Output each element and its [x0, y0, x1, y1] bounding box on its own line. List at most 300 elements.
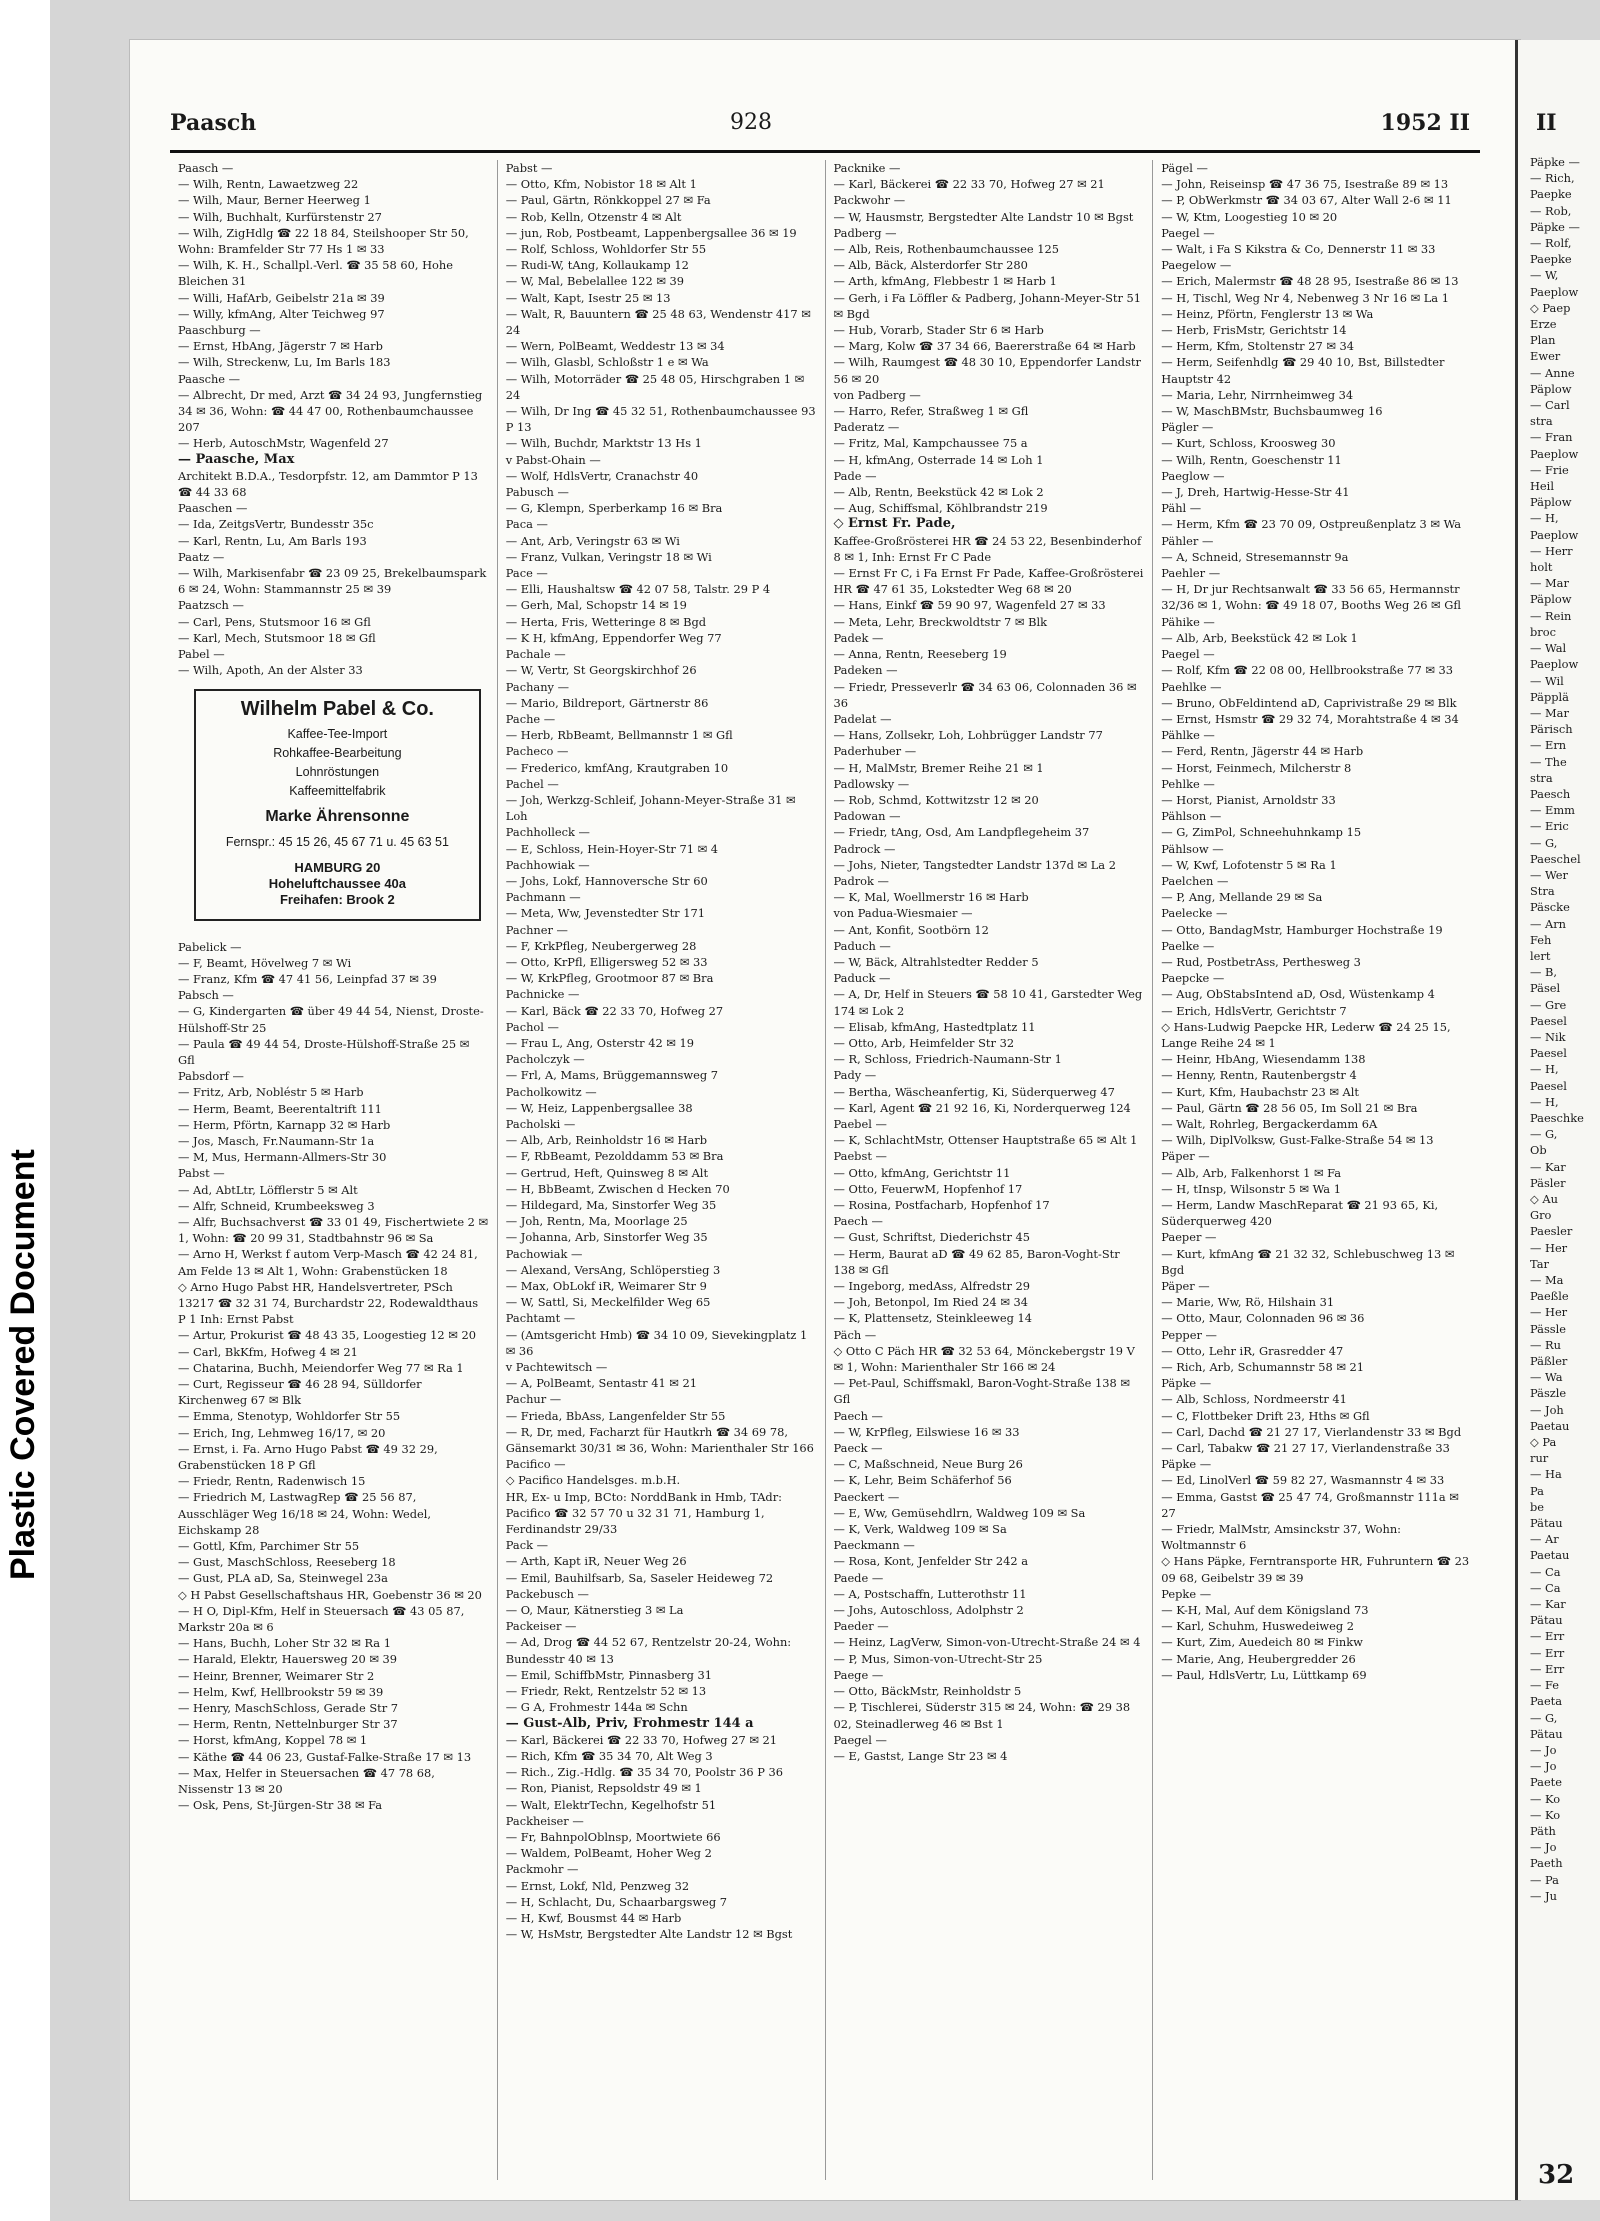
directory-entry: — K H, kfmAng, Eppendorfer Weg 77 — [505, 630, 722, 645]
directory-entry: Paatz — — [178, 549, 225, 564]
directory-entry: Pabusch — — [505, 485, 569, 500]
directory-entry: — K, Verk, Waldweg 109 ✉ Sa — [833, 1522, 1007, 1537]
directory-entry: — W, KrPfleg, Eilswiese 16 ✉ 33 — [833, 1424, 1020, 1439]
directory-entry: Paderatz — — [833, 420, 900, 435]
directory-entry: Padlowsky — — [833, 776, 910, 791]
document-label-strip — [0, 0, 50, 2221]
adjacent-page-line: — H, — [1530, 1062, 1559, 1077]
directory-entry: Paegelow — — [1161, 258, 1232, 273]
directory-entry: Paasche — — [178, 371, 241, 386]
directory-entry: — H, MalMstr, Bremer Reihe 21 ✉ 1 — [833, 760, 1044, 775]
adjacent-page-line: Pässle — [1530, 1321, 1567, 1336]
directory-entry: — Franz, Vulkan, Veringstr 18 ✉ Wi — [505, 549, 712, 564]
adjacent-page-line: be — [1530, 1499, 1545, 1514]
directory-entry: — Alfr, Schneid, Krumbeeksweg 3 — [178, 1198, 375, 1213]
directory-entry: Pachnicke — — [505, 987, 580, 1002]
directory-entry: Paasch — — [178, 161, 234, 175]
adjacent-page-line: — Fran — [1530, 430, 1573, 445]
directory-entry: Pachale — — [505, 647, 566, 662]
ad-brand: Marke Ährensonne — [265, 807, 410, 825]
directory-entry: — Hildegard, Ma, Sinstorfer Weg 35 — [505, 1198, 717, 1212]
directory-entry: Pepke — — [1161, 1586, 1212, 1601]
adjacent-page-line: Päth — [1530, 1823, 1556, 1838]
directory-entry: Paeck — — [833, 1441, 883, 1456]
directory-entry: — Gust-Alb, Priv, Frohmestr 144 a — [505, 1715, 754, 1731]
adjacent-page-line: — G, — [1530, 835, 1558, 850]
adjacent-page-line: Heil — [1530, 479, 1554, 494]
directory-entry: Pehlke — — [1161, 776, 1215, 791]
adjacent-page-line: — Ru — [1530, 1337, 1561, 1352]
directory-entry: — Herm, Kfm ☎ 23 70 09, Ostpreußenplatz 3 ✉ Wa — [1161, 517, 1462, 532]
adjacent-page-line: — Err — [1530, 1629, 1565, 1644]
directory-entry: — Ernst, Lokf, Nld, Penzweg 32 — [505, 1878, 690, 1893]
adjacent-page-line: Päscke — [1530, 900, 1570, 915]
directory-entry: — Arno H, Werkst f autom Verp-Masch ☎ 42 24 81, Am Felde 13 ✉ Alt 1, Wohn: Grabenstücken 18 — [178, 1247, 478, 1278]
directory-entry: — Karl, Bäck ☎ 22 33 70, Hofweg 27 — [505, 1003, 724, 1018]
adjacent-page-line: — Fe — [1530, 1678, 1560, 1693]
adjacent-page-line: — Ju — [1530, 1888, 1557, 1903]
directory-entry: — Hans, Zollsekr, Loh, Lohbrügger Landstr 77 — [833, 728, 1103, 743]
directory-entry: Pepper — — [1161, 1327, 1217, 1342]
adjacent-page-line: Paeplow — [1530, 527, 1579, 542]
adjacent-page-line: — Anne — [1530, 365, 1575, 380]
ad-address: Hoheluftchaussee 40a — [268, 876, 407, 892]
directory-entry: — Hans, Einkf ☎ 59 90 97, Wagenfeld 27 ✉ 33 — [833, 598, 1106, 613]
directory-entry: v Pachtewitsch — — [505, 1360, 608, 1375]
directory-entry: — J, Dreh, Hartwig-Hesse-Str 41 — [1161, 485, 1350, 500]
directory-entry: — Alb, Reis, Rothenbaumchaussee 125 — [833, 242, 1059, 257]
adjacent-page-header: II — [1536, 110, 1557, 136]
adjacent-page-line: Pätau — [1530, 1613, 1563, 1628]
directory-entry: — W, Ktm, Loogestieg 10 ✉ 20 — [1161, 209, 1338, 224]
directory-entry: — Herb, RbBeamt, Bellmannstr 1 ✉ Gfl — [505, 728, 733, 743]
directory-entry: Paaschen — — [178, 501, 248, 516]
directory-entry: Padrock — — [833, 841, 896, 856]
adjacent-page-line: Paeplow — [1530, 446, 1579, 461]
directory-entry: — K, SchlachtMstr, Ottenser Hauptstraße 65 ✉ Alt 1 — [833, 1133, 1138, 1148]
directory-entry: — (Amtsgericht Hmb) ☎ 34 10 09, Sievekingplatz 1 ✉ 36 — [505, 1327, 808, 1358]
directory-entry: Pähl — — [1161, 501, 1202, 516]
directory-entry: Paatzsch — — [178, 598, 244, 613]
directory-entry: — Friedr, Presseverlr ☎ 34 63 06, Colonnaden 36 ✉ 36 — [833, 679, 1137, 710]
adjacent-page-line: lert — [1530, 948, 1551, 963]
adjacent-page-line: Paetau — [1530, 1548, 1570, 1563]
directory-entry: — K-H, Mal, Auf dem Königsland 73 — [1161, 1603, 1369, 1618]
directory-entry: Pachany — — [505, 679, 569, 694]
directory-entry: — Wilh, ZigHdlg ☎ 22 18 84, Steilshooper Str 50, Wohn: Bramfelder Str 77 Hs 1 ✉ 33 — [178, 225, 469, 257]
directory-entry: Paech — — [833, 1214, 883, 1229]
directory-entry: — Wolf, HdlsVertr, Cranachstr 40 — [505, 468, 699, 483]
adjacent-page-line: — Rolf, — [1530, 236, 1572, 251]
adjacent-page-line: Paesel — [1530, 1013, 1567, 1028]
directory-entry: Päch — — [833, 1327, 877, 1342]
directory-entry: Pachner — — [505, 922, 568, 937]
adjacent-page-line: — Herr — [1530, 543, 1573, 558]
directory-entry: — W, Kwf, Lofotenstr 5 ✉ Ra 1 — [1161, 857, 1337, 872]
directory-entry: — Gerh, i Fa Löffler & Padberg, Johann-Meyer-Str 51 ✉ Bgd — [833, 290, 1142, 321]
directory-entry: Paelecke — — [1161, 906, 1228, 921]
directory-entry: — H, tInsp, Wilsonstr 5 ✉ Wa 1 — [1161, 1181, 1341, 1196]
directory-entry: Pägler — — [1161, 420, 1214, 435]
directory-entry: — W, Hausmstr, Bergstedter Alte Landstr 10 ✉ Bgst — [833, 209, 1134, 224]
adjacent-page-line: Paeschke — [1530, 1110, 1584, 1125]
directory-entry: — Walt, Rohrleg, Bergackerdamm 6A — [1161, 1116, 1378, 1131]
adjacent-page-line: — Ern — [1530, 738, 1567, 753]
directory-entry: — Gottl, Kfm, Parchimer Str 55 — [178, 1539, 360, 1554]
adjacent-page-line: — H, — [1530, 1094, 1559, 1109]
directory-entry: — Wilh, Buchhalt, Kurfürstenstr 27 — [178, 209, 382, 224]
directory-entry: Paege — — [833, 1667, 884, 1682]
adjacent-page-line: — Wer — [1530, 867, 1568, 882]
adjacent-page-line: Erze — [1530, 317, 1557, 332]
directory-entry: — Jos, Masch, Fr.Naumann-Str 1a — [178, 1133, 375, 1148]
directory-entry: — Paula ☎ 49 44 54, Droste-Hülshoff-Straße 25 ✉ Gfl — [178, 1036, 470, 1067]
directory-entry: von Padberg — — [833, 387, 921, 402]
directory-entry: Paeglow — — [1161, 468, 1225, 483]
directory-entry: Paegel — — [833, 1732, 887, 1747]
directory-entry: Paeder — — [833, 1619, 889, 1634]
directory-entry: Pacholkowitz — — [505, 1084, 597, 1099]
header-page-number: 928 — [730, 110, 772, 135]
directory-entry: — Wilh, Motorräder ☎ 25 48 05, Hirschgraben 1 ✉ 24 — [505, 371, 805, 402]
directory-entry: — Willy, kfmAng, Alter Teichweg 97 — [178, 306, 385, 321]
directory-entry: — G, Kindergarten ☎ über 49 44 54, Nienst, Droste-Hülshoff-Str 25 — [178, 1004, 484, 1035]
directory-entry: — Walt, Kapt, Isestr 25 ✉ 13 — [505, 290, 671, 305]
directory-entry: v Pabst-Ohain — — [505, 452, 601, 467]
directory-entry: — G, Klempn, Sperberkamp 16 ✉ Bra — [505, 501, 723, 516]
directory-entry: — Herm, Rentn, Nettelnburger Str 37 — [178, 1717, 398, 1732]
adjacent-page-line: Paete — [1530, 1775, 1563, 1790]
directory-entry: Paebst — — [833, 1149, 887, 1164]
directory-entry: Pache — — [505, 711, 556, 726]
directory-entry: Kaffee-Großrösterei HR ☎ 24 53 22, Besenbinderhof 8 ✉ 1, Inh: Ernst Fr C Pade — [833, 533, 1142, 564]
ad-line: Kaffeemittelfabrik — [289, 783, 386, 798]
directory-entry: — Frl, A, Mams, Brüggemannsweg 7 — [505, 1068, 719, 1083]
directory-entry: ◇ Hans Päpke, Ferntransporte HR, Fuhruntern ☎ 23 09 68, Geibelstr 39 ✉ 39 — [1161, 1554, 1470, 1585]
directory-entry: — Horst, Pianist, Arnoldstr 33 — [1161, 792, 1336, 807]
adjacent-page-line: — Gre — [1530, 997, 1567, 1012]
adjacent-page-line: Päplow — [1530, 381, 1572, 396]
adjacent-page-line: Paepke — [1530, 187, 1572, 202]
directory-entry: ◇ Ernst Fr. Pade, — [833, 516, 956, 532]
adjacent-page-line: — Err — [1530, 1645, 1565, 1660]
directory-entry: — Wilh, Maur, Berner Heerweg 1 — [178, 193, 371, 208]
directory-entry: — jun, Rob, Postbeamt, Lappenbergsallee 36 ✉ 19 — [505, 225, 797, 240]
directory-entry: — Marie, Ang, Heubergredder 26 — [1161, 1651, 1356, 1666]
directory-entry: — Ferd, Rentn, Jägerstr 44 ✉ Harb — [1161, 744, 1364, 759]
directory-entry: — Walt, ElektrTechn, Kegelhofstr 51 — [505, 1797, 717, 1812]
adjacent-page-line: — Ar — [1530, 1532, 1559, 1547]
directory-entry: — Bruno, ObFeldintend aD, Caprivistraße 29 ✉ Blk — [1161, 695, 1457, 710]
directory-entry: — H, kfmAng, Osterrade 14 ✉ Loh 1 — [833, 452, 1044, 467]
directory-entry: — Walt, i Fa S Kikstra & Co, Dennerstr 11 ✉ 33 — [1161, 242, 1436, 257]
directory-entry: — Frau L, Ang, Osterstr 42 ✉ 19 — [505, 1035, 694, 1050]
directory-entry: Packebusch — — [505, 1586, 589, 1601]
directory-entry: — Alb, Schloss, Nordmeerstr 41 — [1161, 1392, 1347, 1407]
directory-entry: — Otto, kfmAng, Gerichtstr 11 — [833, 1165, 1011, 1180]
adjacent-page-line: Tar — [1530, 1256, 1549, 1271]
directory-entry: Pabsdorf — — [178, 1069, 244, 1084]
directory-entry: Paech — — [833, 1408, 883, 1423]
ad-city: HAMBURG 20 — [294, 859, 381, 875]
directory-entry: — Herm, Beamt, Beerentaltrift 111 — [178, 1101, 382, 1116]
directory-entry: — Meta, Ww, Jevenstedter Str 171 — [505, 906, 705, 921]
directory-entry: — E, Gastst, Lange Str 23 ✉ 4 — [833, 1748, 1008, 1763]
directory-entry: Paebel — — [833, 1116, 887, 1131]
ad-freihafen: Freihafen: Brook 2 — [279, 892, 395, 908]
directory-entry: — Wilh, Rentn, Goeschenstr 11 — [1161, 452, 1342, 467]
directory-entry: — Artur, Prokurist ☎ 48 43 35, Loogestieg 12 ✉ 20 — [178, 1328, 476, 1343]
directory-entry: — K, Lehr, Beim Schäferhof 56 — [833, 1473, 1012, 1488]
adjacent-page-line: — Jo — [1530, 1742, 1557, 1757]
directory-entry: — Alb, Arb, Beekstück 42 ✉ Lok 1 — [1161, 630, 1358, 645]
directory-entry: — Otto, BäckMstr, Reinholdstr 5 — [833, 1684, 1022, 1699]
directory-entry: — Herm, Pförtn, Karnapp 32 ✉ Harb — [178, 1117, 391, 1132]
adjacent-page-line: broc — [1530, 624, 1556, 639]
directory-entry: — Horst, kfmAng, Koppel 78 ✉ 1 — [178, 1733, 368, 1748]
directory-entry: — Ida, ZeitgsVertr, Bundesstr 35c — [178, 517, 374, 532]
adjacent-page-number: 32 — [1538, 2160, 1575, 2190]
directory-entry: — Rud, PostbetrAss, Perthesweg 3 — [1161, 954, 1361, 969]
directory-entry: Pabsch — — [178, 988, 234, 1003]
directory-entry: — Paul, Gärtn ☎ 28 56 05, Im Soll 21 ✉ Bra — [1161, 1100, 1418, 1115]
directory-entry: — Arth, Kapt iR, Neuer Weg 26 — [505, 1554, 687, 1569]
directory-entry: — Rudi-W, tAng, Kollaukamp 12 — [505, 258, 689, 273]
directory-entry: — Marg, Kolw ☎ 37 34 66, Baererstraße 64 ✉ Harb — [833, 339, 1136, 354]
directory-entry: — Elisab, kfmAng, Hastedtplatz 11 — [833, 1019, 1036, 1034]
directory-entry: Paehlke — — [1161, 679, 1222, 694]
directory-entry: Padrok — — [833, 873, 889, 888]
directory-entry: — Johs, Nieter, Tangstedter Landstr 137d ✉ La 2 — [833, 857, 1116, 872]
directory-entry: — Horst, Feinmech, Milcherstr 8 — [1161, 760, 1352, 775]
adjacent-page-line: — Arn — [1530, 916, 1567, 931]
directory-entry: — Otto, KrPfl, Elligersweg 52 ✉ 33 — [505, 954, 708, 969]
directory-entry: — Herm, Landw MaschReparat ☎ 21 93 65, Ki, Süderquerweg 420 — [1161, 1198, 1439, 1229]
directory-entry: Paede — — [833, 1570, 884, 1585]
directory-entry: Pählsow — — [1161, 841, 1224, 856]
directory-entry: Pack — — [505, 1538, 548, 1553]
adjacent-page-line: Pärisch — [1530, 722, 1573, 737]
directory-entry: — Joh, Rentn, Ma, Moorlage 25 — [505, 1214, 688, 1229]
directory-entry: Pachmann — — [505, 890, 581, 905]
directory-entry: — Arth, kfmAng, Flebbestr 1 ✉ Harb 1 — [833, 274, 1057, 289]
directory-entry: — Heinr, HbAng, Wiesendamm 138 — [1161, 1052, 1366, 1067]
directory-entry: — W, KrkPfleg, Grootmoor 87 ✉ Bra — [505, 971, 714, 986]
directory-entry: — Ernst, HbAng, Jägerstr 7 ✉ Harb — [178, 339, 383, 354]
directory-entry: Paepcke — — [1161, 971, 1225, 986]
directory-entry: — Fritz, Mal, Kampchaussee 75 a — [833, 436, 1028, 451]
directory-entry: — Mario, Bildreport, Gärtnerstr 86 — [505, 695, 709, 710]
directory-entry: — Ingeborg, medAss, Alfredstr 29 — [833, 1279, 1031, 1294]
directory-entry: — Franz, Kfm ☎ 47 41 56, Leinpfad 37 ✉ 39 — [178, 971, 437, 986]
directory-entry: — W, Heiz, Lappenbergsallee 38 — [505, 1100, 693, 1115]
adjacent-page-line: — Joh — [1530, 1402, 1564, 1417]
directory-entry: Pachhowiak — — [505, 857, 590, 872]
directory-entry: — Alb, Arb, Reinholdstr 16 ✉ Harb — [505, 1133, 708, 1148]
header-running-name: Paasch — [170, 110, 257, 136]
directory-entry: — Albrecht, Dr med, Arzt ☎ 34 24 93, Jungfernstieg 34 ✉ 36, Wohn: ☎ 44 47 00, Rothenbaumchaussee 207 — [178, 387, 483, 435]
adjacent-page-line: Ewer — [1530, 349, 1561, 364]
directory-entry: — Chatarina, Buchh, Meiendorfer Weg 77 ✉ Ra 1 — [178, 1360, 464, 1375]
adjacent-page-line: Paesch — [1530, 786, 1571, 801]
directory-entry: — Johanna, Arb, Sinstorfer Weg 35 — [505, 1230, 708, 1245]
directory-entry: — Herta, Fris, Wetteringe 8 ✉ Bgd — [505, 614, 707, 629]
directory-entry: Paelchen — — [1161, 873, 1229, 888]
directory-entry: — Fritz, Arb, Nobléstr 5 ✉ Harb — [178, 1085, 364, 1100]
adjacent-page-line: Pätau — [1530, 1726, 1563, 1741]
directory-entry: Paehler — — [1161, 566, 1221, 581]
adjacent-page-line: — Nik — [1530, 1029, 1566, 1044]
directory-entry: Paeckert — — [833, 1489, 900, 1504]
adjacent-page-line: Gro — [1530, 1208, 1552, 1223]
directory-entry: Pabst — — [505, 161, 553, 175]
directory-entry: — Wilh, DiplVolksw, Gust-Falke-Straße 54 ✉ 13 — [1161, 1133, 1434, 1148]
directory-entry: Pacheco — — [505, 744, 569, 759]
directory-entry: — Emil, Bauhilfsarb, Sa, Saseler Heideweg 72 — [505, 1570, 774, 1585]
page-header — [170, 110, 1470, 150]
directory-entry: — C, Flottbeker Drift 23, Hths ✉ Gfl — [1161, 1408, 1370, 1423]
adjacent-page-line: — Ko — [1530, 1807, 1561, 1822]
adjacent-page-line: — Jo — [1530, 1759, 1557, 1774]
directory-entry: — Paul, Gärtn, Rönkkoppel 27 ✉ Fa — [505, 193, 711, 208]
directory-entry: — Wilh, Raumgest ☎ 48 30 10, Eppendorfer Landstr 56 ✉ 20 — [833, 355, 1141, 386]
adjacent-page-line: Päpke — — [1530, 219, 1580, 234]
adjacent-page-line: — Emm — [1530, 803, 1575, 818]
directory-entry: — Wilh, Streckenw, Lu, Im Barls 183 — [178, 355, 391, 370]
directory-entry: — R, Dr, med, Facharzt für Hautkrh ☎ 34 69 78, Gänsemarkt 30/31 ✉ 36, Wohn: Marienthaler Str 166 — [505, 1424, 814, 1456]
adjacent-page-line: — Wal — [1530, 641, 1567, 656]
directory-entry: Padeken — — [833, 663, 898, 678]
directory-entry: — Aug, Schiffsmal, Köhlbrandstr 219 — [833, 501, 1048, 516]
directory-entry: Paduch — — [833, 938, 891, 953]
directory-entry: — W, Vertr, St Georgskirchhof 26 — [505, 663, 697, 678]
directory-entry: — Ad, AbtLtr, Löfflerstr 5 ✉ Alt — [178, 1182, 358, 1197]
directory-entry: — Herm, Seifenhdlg ☎ 29 40 10, Bst, Billstedter Hauptstr 42 — [1161, 355, 1445, 386]
directory-entry: Paduck — — [833, 971, 891, 986]
directory-entry: Pacholski — — [505, 1116, 576, 1131]
directory-entry: — Erich, HdlsVertr, Gerichtstr 7 — [1161, 1003, 1347, 1018]
directory-entry: — Otto, Arb, Heimfelder Str 32 — [833, 1035, 1015, 1050]
directory-entry: Pacifico — — [505, 1457, 566, 1472]
adjacent-page-line: — Pa — [1530, 1872, 1559, 1887]
directory-entry: — Heinz, LagVerw, Simon-von-Utrecht-Straße 24 ✉ 4 — [833, 1635, 1141, 1650]
directory-entry: Paegel — — [1161, 225, 1215, 240]
directory-entry: Packwohr — — [833, 193, 906, 208]
directory-entry: HR, Ex- u Imp, BCto: NorddBank in Hmb, TAdr: Pacifico ☎ 32 57 70 u 32 31 71, Hamburg 1, Ferdinandstr 29/33 — [505, 1489, 783, 1537]
advertisement-box — [194, 689, 481, 921]
adjacent-page-line: Päsel — [1530, 981, 1561, 996]
adjacent-page-line: — Wil — [1530, 673, 1564, 688]
directory-entry: — Willi, HafArb, Geibelstr 21a ✉ 39 — [178, 290, 385, 305]
document-type-label: Plastic Covered Document — [4, 1149, 42, 1580]
directory-entry: — Wilh, Rentn, Lawaetzweg 22 — [178, 177, 359, 192]
directory-entry: Paeckmann — — [833, 1538, 915, 1553]
directory-entry: — Carl, Pens, Stutsmoor 16 ✉ Gfl — [178, 614, 371, 629]
directory-entry: Päper — — [1161, 1279, 1210, 1294]
ad-line: Rohkaffee-Bearbeitung — [273, 745, 402, 760]
directory-entry: — Otto, Maur, Colonnaden 96 ✉ 36 — [1161, 1311, 1365, 1326]
directory-entry: Pabel — — [178, 647, 225, 662]
directory-entry: — Otto, BandagMstr, Hamburger Hochstraße 19 — [1161, 922, 1443, 937]
adjacent-page-line: Päsler — [1530, 1175, 1566, 1190]
directory-entry: — Harro, Refer, Straßweg 1 ✉ Gfl — [833, 404, 1029, 419]
adjacent-page-line: ◇ Au — [1530, 1192, 1558, 1206]
directory-entry: — Wilh, Glasbl, Schloßstr 1 e ✉ Wa — [505, 355, 709, 370]
directory-entry: — Wilh, Markisenfabr ☎ 23 09 25, Brekelbaumspark 6 ✉ 24, Wohn: Stammannstr 25 ✉ 39 — [178, 566, 487, 597]
directory-entry: — Waldem, PolBeamt, Hoher Weg 2 — [505, 1846, 712, 1861]
adjacent-page-line: — Kar — [1530, 1597, 1566, 1612]
directory-entry: Paca — — [505, 517, 548, 532]
directory-entry: — Friedr, Rekt, Rentzelstr 52 ✉ 13 — [505, 1684, 707, 1699]
directory-entry: — Herb, FrisMstr, Gerichtstr 14 — [1161, 323, 1347, 338]
directory-entry: — F, KrkPfleg, Neubergerweg 28 — [505, 938, 697, 953]
directory-entry: — H, Kwf, Bousmst 44 ✉ Harb — [505, 1910, 682, 1925]
directory-entry: — Ron, Pianist, Repsoldstr 49 ✉ 1 — [505, 1781, 702, 1796]
directory-entry: — Karl, Bäckerei ☎ 22 33 70, Hofweg 27 ✉ 21 — [505, 1732, 777, 1747]
directory-entry: — Ad, Drog ☎ 44 52 67, Rentzelstr 20-24, Wohn: Bundesstr 40 ✉ 13 — [505, 1635, 792, 1666]
adjacent-page-line: — Rob, — [1530, 203, 1572, 218]
directory-entry: — Wilh, Buchdr, Marktstr 13 Hs 1 — [505, 436, 702, 451]
directory-entry: — E, Schloss, Hein-Hoyer-Str 71 ✉ 4 — [505, 841, 719, 856]
directory-entry: — Maria, Lehr, Nirrnheimweg 34 — [1161, 387, 1354, 402]
directory-entry: — Ant, Arb, Veringstr 63 ✉ Wi — [505, 533, 680, 548]
directory-entry: — W, Mal, Bebelallee 122 ✉ 39 — [505, 274, 685, 289]
adjacent-page-line: — G, — [1530, 1710, 1558, 1725]
directory-column-2 — [498, 160, 826, 2180]
adjacent-page-line: — Ca — [1530, 1564, 1561, 1579]
directory-entry: — Max, ObLokf iR, Weimarer Str 9 — [505, 1279, 707, 1294]
directory-entry: — Gust, Schriftst, Diederichstr 45 — [833, 1230, 1031, 1245]
directory-entry: — Karl, Rentn, Lu, Am Barls 193 — [178, 533, 367, 548]
directory-entry: — Johs, Autoschloss, Adolphstr 2 — [833, 1603, 1024, 1618]
directory-entry: — Otto, FeuerwM, Hopfenhof 17 — [833, 1181, 1023, 1196]
adjacent-page-line: — Her — [1530, 1240, 1568, 1255]
directory-entry: von Padua-Wiesmaier — — [833, 906, 973, 921]
adjacent-page-line: Paesel — [1530, 1046, 1567, 1061]
ad-line: Kaffee-Tee-Import — [287, 726, 388, 741]
directory-entry: — Pet-Paul, Schiffsmakl, Baron-Voght-Straße 138 ✉ Gfl — [833, 1376, 1130, 1407]
directory-page — [130, 40, 1520, 2200]
directory-entry: — Heinr, Brenner, Weimarer Str 2 — [178, 1668, 375, 1683]
adjacent-page-line: Paeplow — [1530, 657, 1579, 672]
directory-entry: — W, HsMstr, Bergstedter Alte Landstr 12 ✉ Bgst — [505, 1927, 793, 1942]
directory-entry: Packmohr — — [505, 1862, 579, 1877]
directory-entry: — Alb, Bäck, Alsterdorfer Str 280 — [833, 258, 1028, 273]
directory-entry: — Herm, Baurat aD ☎ 49 62 85, Baron-Voght-Str 138 ✉ Gfl — [833, 1246, 1120, 1277]
adjacent-page-line: Päpplä — [1530, 689, 1569, 704]
adjacent-page-line: — Ko — [1530, 1791, 1561, 1806]
directory-entry: — Joh, Werkzg-Schleif, Johann-Meyer-Straße 31 ✉ Loh — [505, 792, 796, 824]
directory-entry: — H, Schlacht, Du, Schaarbargsweg 7 — [505, 1894, 727, 1909]
directory-entry: Packeiser — — [505, 1619, 577, 1634]
adjacent-page-line: Paesler — [1530, 1224, 1573, 1239]
adjacent-page-line: ◇ Pa — [1530, 1435, 1557, 1450]
adjacent-page-line: Päplow — [1530, 592, 1572, 607]
adjacent-page-line: — Mar — [1530, 576, 1569, 591]
directory-entry: — W, Bäck, Altrahlstedter Redder 5 — [833, 954, 1039, 969]
directory-entry: — Henry, MaschSchloss, Gerade Str 7 — [178, 1701, 399, 1716]
ad-phone: Fernspr.: 45 15 26, 45 67 71 u. 45 63 51 — [225, 834, 449, 849]
directory-entry: Pady — — [833, 1068, 877, 1083]
directory-entry: — Rob, Kelln, Otzenstr 4 ✉ Alt — [505, 209, 682, 224]
directory-entry: Packnike — — [833, 161, 901, 175]
directory-entry: — Gertrud, Heft, Quinsweg 8 ✉ Alt — [505, 1165, 709, 1180]
directory-entry: — W, Sattl, Si, Meckelfilder Weg 65 — [505, 1295, 711, 1310]
adjacent-page-line: Päszle — [1530, 1386, 1567, 1401]
header-rule — [170, 150, 1480, 153]
directory-entry: Päpke — — [1161, 1457, 1212, 1472]
adjacent-page-line: rur — [1530, 1451, 1549, 1466]
